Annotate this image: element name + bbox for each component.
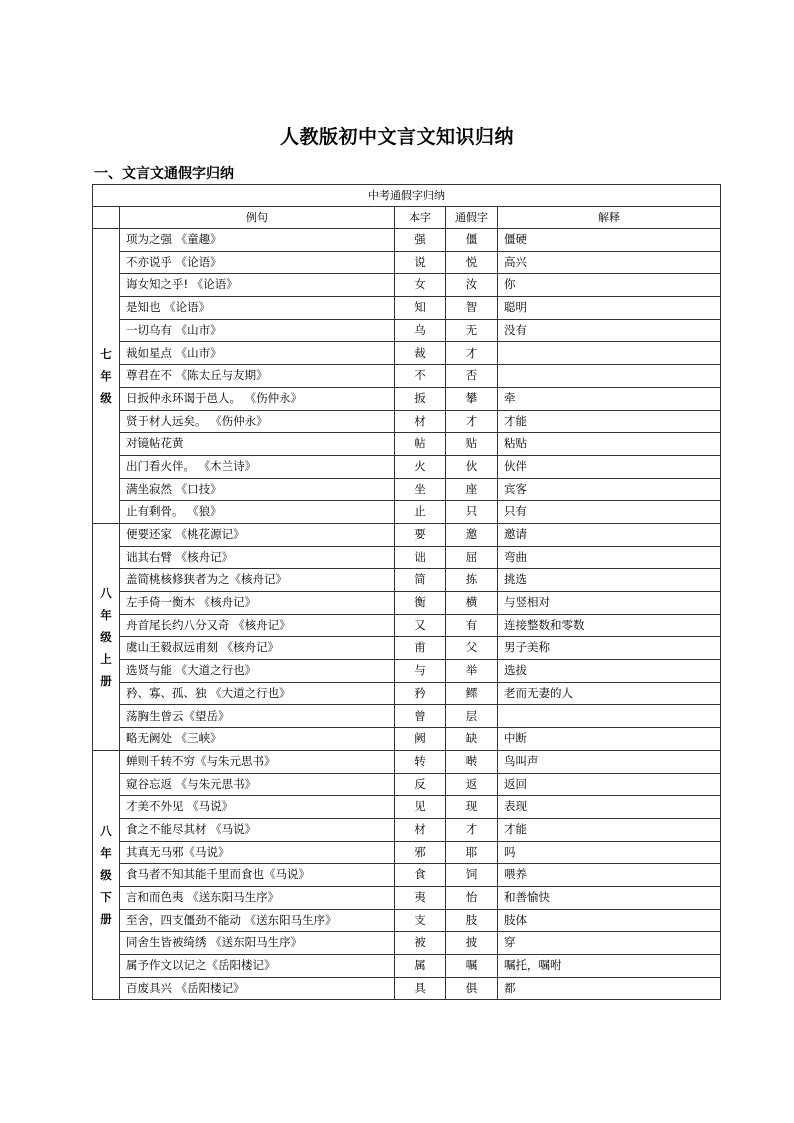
- original-char-cell: 食: [395, 864, 446, 887]
- original-char-cell: 知: [395, 297, 446, 320]
- meaning-cell: 你: [498, 274, 721, 297]
- table-row: [93, 773, 721, 796]
- section-heading: 一、文言文通假字归纳: [94, 166, 234, 182]
- example-cell: 才美不外见 《马说》: [120, 796, 395, 819]
- example-cell: 选贤与能 《大道之行也》: [120, 660, 395, 683]
- table-row: [93, 637, 721, 660]
- meaning-cell: 才能: [498, 818, 721, 841]
- table-row: [93, 886, 721, 909]
- loan-char-cell: 缺: [446, 728, 498, 751]
- loan-char-cell: 僵: [446, 229, 498, 252]
- example-cell: 矜、寡、孤、独 《大道之行也》: [120, 682, 395, 705]
- meaning-cell: 牵: [498, 387, 721, 410]
- grade-label-cell: [93, 750, 120, 1000]
- loan-char-cell: 披: [446, 932, 498, 955]
- table-row: [93, 251, 721, 274]
- original-char-cell: 支: [395, 909, 446, 932]
- table-row: [93, 342, 721, 365]
- example-cell: 舟首尾长约八分又奇 《核舟记》: [120, 614, 395, 637]
- table-caption-row: [93, 185, 721, 207]
- table-row: [93, 433, 721, 456]
- original-char-cell: 说: [395, 251, 446, 274]
- table-row: [93, 818, 721, 841]
- original-char-cell: 女: [395, 274, 446, 297]
- header-blank-cell: [93, 207, 120, 229]
- table-row: [93, 728, 721, 751]
- example-cell: 项为之强 《童趣》: [120, 229, 395, 252]
- loan-char-cell: 悦: [446, 251, 498, 274]
- example-cell: 属予作文以记之《岳阳楼记》: [120, 955, 395, 978]
- table-row: [93, 319, 721, 342]
- table-row: [93, 592, 721, 615]
- table-row: [93, 569, 721, 592]
- original-char-cell: 诎: [395, 546, 446, 569]
- example-cell: 至舍，四支僵劲不能动 《送东阳马生序》: [120, 909, 395, 932]
- loan-char-cell: 邀: [446, 523, 498, 546]
- original-char-cell: 又: [395, 614, 446, 637]
- example-cell: 蝉则千转不穷《与朱元思书》: [120, 750, 395, 773]
- meaning-cell: 粘贴: [498, 433, 721, 456]
- original-char-cell: 矜: [395, 682, 446, 705]
- loan-char-cell: 饲: [446, 864, 498, 887]
- meaning-cell: 肢体: [498, 909, 721, 932]
- example-cell: 食马者不知其能千里而食也《马说》: [120, 864, 395, 887]
- meaning-cell: 挑选: [498, 569, 721, 592]
- original-char-cell: 要: [395, 523, 446, 546]
- table-row: [93, 841, 721, 864]
- loan-char-cell: 无: [446, 319, 498, 342]
- original-char-cell: 属: [395, 955, 446, 978]
- grade-label-cell: [93, 229, 120, 524]
- loan-char-cell: 智: [446, 297, 498, 320]
- table-row: [93, 682, 721, 705]
- example-cell: 言和而色夷 《送东阳马生序》: [120, 886, 395, 909]
- original-char-cell: 具: [395, 977, 446, 1000]
- table-row: [93, 977, 721, 1000]
- loan-char-cell: 鳏: [446, 682, 498, 705]
- grade-label: 八 年 级 下 册: [100, 824, 112, 927]
- example-cell: 裁如星点 《山市》: [120, 342, 395, 365]
- document-title: 人教版初中文言文知识归纳: [279, 126, 514, 148]
- table-row: [93, 478, 721, 501]
- example-cell: 出门看火伴。 《木兰诗》: [120, 455, 395, 478]
- original-char-cell: 邪: [395, 841, 446, 864]
- example-cell: 荡胸生曾云《望岳》: [120, 705, 395, 728]
- meaning-cell: 宾客: [498, 478, 721, 501]
- loan-char-cell: 才: [446, 410, 498, 433]
- meaning-cell: 与竖相对: [498, 592, 721, 615]
- original-char-cell: 阙: [395, 728, 446, 751]
- meaning-cell: 喂养: [498, 864, 721, 887]
- original-char-cell: 不: [395, 365, 446, 388]
- table-row: [93, 297, 721, 320]
- meaning-cell: 没有: [498, 319, 721, 342]
- meaning-cell: 弯曲: [498, 546, 721, 569]
- header-loan: 通假字: [446, 207, 498, 229]
- table-row: [93, 274, 721, 297]
- table-row: [93, 365, 721, 388]
- meaning-cell: 选拔: [498, 660, 721, 683]
- original-char-cell: 见: [395, 796, 446, 819]
- meaning-cell: 嘱托，嘱咐: [498, 955, 721, 978]
- meaning-cell: 男子美称: [498, 637, 721, 660]
- table-row: [93, 909, 721, 932]
- meaning-cell: 都: [498, 977, 721, 1000]
- table-row: [93, 229, 721, 252]
- example-cell: 虞山王毅叔远甫刻 《核舟记》: [120, 637, 395, 660]
- table-row: [93, 523, 721, 546]
- example-cell: 食之不能尽其材 《马说》: [120, 818, 395, 841]
- table-row: [93, 455, 721, 478]
- meaning-cell: 鸟叫声: [498, 750, 721, 773]
- loan-char-cell: 贴: [446, 433, 498, 456]
- meaning-cell: 穿: [498, 932, 721, 955]
- original-char-cell: 简: [395, 569, 446, 592]
- original-char-cell: 被: [395, 932, 446, 955]
- loan-char-cell: 只: [446, 501, 498, 524]
- table-row: [93, 387, 721, 410]
- loan-char-cell: 横: [446, 592, 498, 615]
- original-char-cell: 乌: [395, 319, 446, 342]
- example-cell: 日扳仲永环谒于邑人。 《伤仲永》: [120, 387, 395, 410]
- loan-char-cell: 嘱: [446, 955, 498, 978]
- example-cell: 窥谷忘返 《与朱元思书》: [120, 773, 395, 796]
- loan-char-cell: 啭: [446, 750, 498, 773]
- original-char-cell: 转: [395, 750, 446, 773]
- loan-char-cell: 屈: [446, 546, 498, 569]
- example-cell: 盖简桃核修狭者为之《核舟记》: [120, 569, 395, 592]
- loan-char-cell: 举: [446, 660, 498, 683]
- meaning-cell: 伙伴: [498, 455, 721, 478]
- loan-characters-table: [92, 184, 721, 1000]
- loan-char-cell: 否: [446, 365, 498, 388]
- loan-char-cell: 伙: [446, 455, 498, 478]
- loan-char-cell: 有: [446, 614, 498, 637]
- example-cell: 满坐寂然 《口技》: [120, 478, 395, 501]
- meaning-cell: 和善愉快: [498, 886, 721, 909]
- header-meaning: 解释: [498, 207, 721, 229]
- loan-char-cell: 现: [446, 796, 498, 819]
- example-cell: 诎其右臂 《核舟记》: [120, 546, 395, 569]
- table-row: [93, 501, 721, 524]
- example-cell: 左手倚一衡木 《核舟记》: [120, 592, 395, 615]
- table-row: [93, 796, 721, 819]
- example-cell: 是知也 《论语》: [120, 297, 395, 320]
- original-char-cell: 裁: [395, 342, 446, 365]
- original-char-cell: 帖: [395, 433, 446, 456]
- meaning-cell: 连接整数和零数: [498, 614, 721, 637]
- meaning-cell: 只有: [498, 501, 721, 524]
- example-cell: 其真无马邪《马说》: [120, 841, 395, 864]
- table-row: [93, 660, 721, 683]
- original-char-cell: 材: [395, 818, 446, 841]
- loan-char-cell: 拣: [446, 569, 498, 592]
- example-cell: 贤于材人远矣。 《伤仲永》: [120, 410, 395, 433]
- original-char-cell: 甫: [395, 637, 446, 660]
- table-row: [93, 614, 721, 637]
- table-row: [93, 864, 721, 887]
- loan-char-cell: 肢: [446, 909, 498, 932]
- meaning-cell: [498, 705, 721, 728]
- loan-char-cell: 怡: [446, 886, 498, 909]
- original-char-cell: 火: [395, 455, 446, 478]
- example-cell: 同舍生皆被绮绣 《送东阳马生序》: [120, 932, 395, 955]
- table-caption: 中考通假字归纳: [93, 185, 721, 207]
- original-char-cell: 坐: [395, 478, 446, 501]
- original-char-cell: 夷: [395, 886, 446, 909]
- loan-char-cell: 父: [446, 637, 498, 660]
- meaning-cell: [498, 365, 721, 388]
- original-char-cell: 衡: [395, 592, 446, 615]
- loan-char-cell: 才: [446, 342, 498, 365]
- meaning-cell: 才能: [498, 410, 721, 433]
- example-cell: 一切乌有 《山市》: [120, 319, 395, 342]
- table-header-row: [93, 207, 721, 229]
- original-char-cell: 强: [395, 229, 446, 252]
- original-char-cell: 曾: [395, 705, 446, 728]
- loan-char-cell: 耶: [446, 841, 498, 864]
- table-row: [93, 410, 721, 433]
- example-cell: 止有剩骨。 《狼》: [120, 501, 395, 524]
- example-cell: 便要还家 《桃花源记》: [120, 523, 395, 546]
- meaning-cell: 聪明: [498, 297, 721, 320]
- original-char-cell: 扳: [395, 387, 446, 410]
- meaning-cell: 僵硬: [498, 229, 721, 252]
- loan-char-cell: 俱: [446, 977, 498, 1000]
- grade-label: 八 年 级 上 册: [100, 585, 112, 688]
- original-char-cell: 反: [395, 773, 446, 796]
- table-row: [93, 750, 721, 773]
- table-row: [93, 705, 721, 728]
- table-row: [93, 955, 721, 978]
- loan-char-cell: 座: [446, 478, 498, 501]
- example-cell: 不亦说乎 《论语》: [120, 251, 395, 274]
- meaning-cell: 老而无妻的人: [498, 682, 721, 705]
- example-cell: 对镜帖花黄: [120, 433, 395, 456]
- meaning-cell: 吗: [498, 841, 721, 864]
- meaning-cell: 高兴: [498, 251, 721, 274]
- grade-label-cell: [93, 523, 120, 750]
- loan-char-cell: 攀: [446, 387, 498, 410]
- table-row: [93, 932, 721, 955]
- header-original: 本字: [395, 207, 446, 229]
- meaning-cell: [498, 342, 721, 365]
- example-cell: 尊君在不 《陈太丘与友期》: [120, 365, 395, 388]
- header-example: 例句: [120, 207, 395, 229]
- example-cell: 诲女知之乎! 《论语》: [120, 274, 395, 297]
- loan-char-cell: 层: [446, 705, 498, 728]
- original-char-cell: 与: [395, 660, 446, 683]
- example-cell: 百废具兴 《岳阳楼记》: [120, 977, 395, 1000]
- original-char-cell: 材: [395, 410, 446, 433]
- original-char-cell: 止: [395, 501, 446, 524]
- loan-char-cell: 汝: [446, 274, 498, 297]
- loan-char-cell: 才: [446, 818, 498, 841]
- meaning-cell: 返回: [498, 773, 721, 796]
- grade-label: 七 年 级: [100, 346, 112, 405]
- meaning-cell: 邀请: [498, 523, 721, 546]
- example-cell: 略无阙处 《三峡》: [120, 728, 395, 751]
- meaning-cell: 中断: [498, 728, 721, 751]
- meaning-cell: 表现: [498, 796, 721, 819]
- loan-char-cell: 返: [446, 773, 498, 796]
- table-row: [93, 546, 721, 569]
